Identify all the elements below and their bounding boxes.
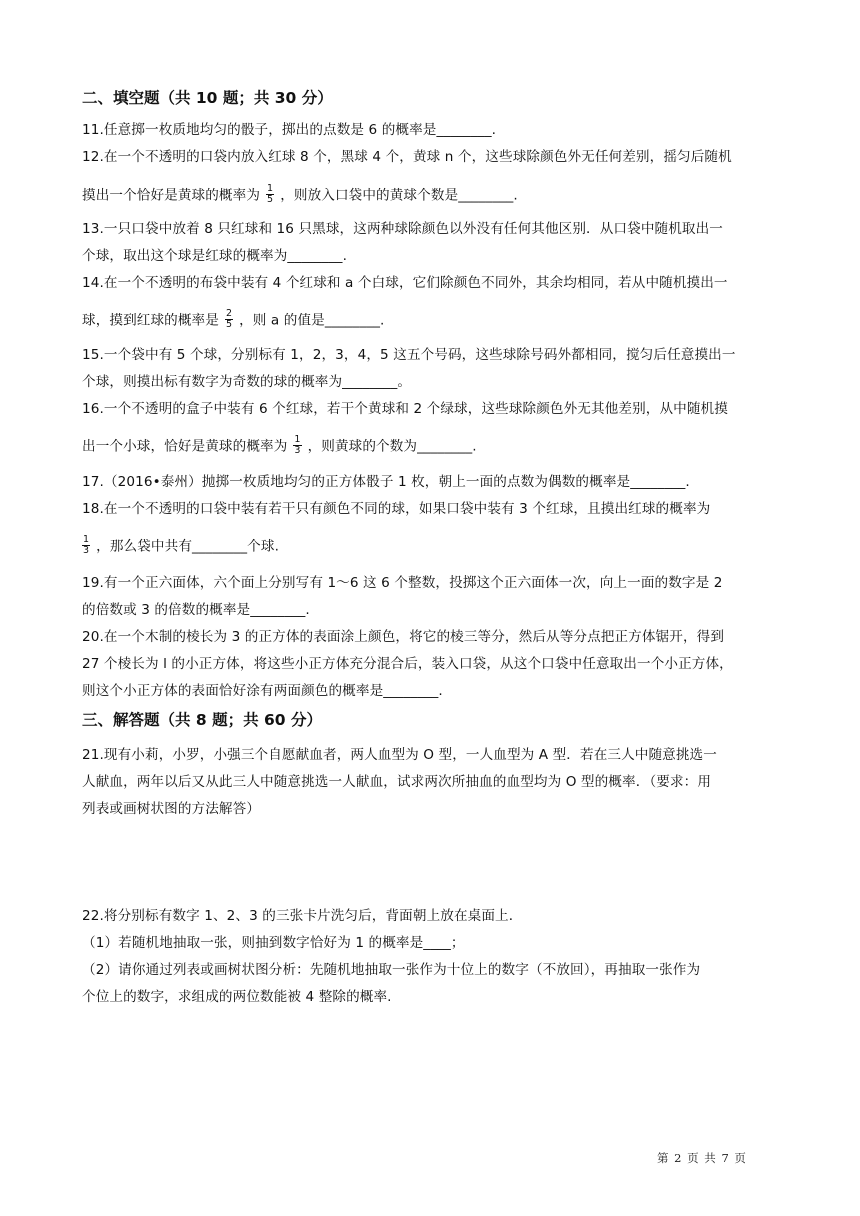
question-12-line-2 xyxy=(82,185,782,206)
question-17: 17.（2016•泰州）抛掷一枚质地均匀的正方体骰子 1 枚，朝上一面的点数为偶数的概率是________. xyxy=(82,474,690,490)
question-20-line-1: 20.在一个木制的棱长为 3 的正方体的表面涂上颜色，将它的棱三等分，然后从等分点把正方体锯开，得到 xyxy=(82,629,725,645)
question-16-text-b: ，则黄球的个数为________. xyxy=(307,438,477,455)
question-16-line-1: 16.一个不透明的盒子中装有 6 个红球，若干个黄球和 2 个绿球，这些球除颜色外无其他差别，从中随机摸 xyxy=(82,401,728,417)
question-13-line-1: 13.一只口袋中放着 8 只红球和 16 只黑球，这两种球除颜色以外没有任何其他区别．从口袋中随机取出一 xyxy=(82,221,723,237)
question-18-fraction xyxy=(82,535,90,556)
question-16-text-a: 出一个小球，恰好是黄球的概率为 xyxy=(82,438,288,455)
question-18-text-b: ，那么袋中共有________个球. xyxy=(96,538,279,555)
question-22-part-2-line-2: 个位上的数字，求组成的两位数能被 4 整除的概率. xyxy=(82,989,392,1005)
fraction-numerator: 1 xyxy=(83,534,90,545)
question-18-line-1: 18.在一个不透明的口袋中装有若干只有颜色不同的球，如果口袋中装有 3 个红球，且摸出红球的概率为 xyxy=(82,501,711,517)
fraction-numerator: 2 xyxy=(225,308,233,319)
question-21-line-2: 人献血，两年以后又从此三人中随意挑选一人献血，试求两次所抽血的血型均为 O 型的概率．（要求：用 xyxy=(82,774,712,790)
question-21-line-3: 列表或画树状图的方法解答） xyxy=(82,801,261,817)
question-11: 11.任意掷一枚质地均匀的骰子，掷出的点数是 6 的概率是________. xyxy=(82,122,497,138)
question-16-line-2 xyxy=(82,436,782,457)
question-12-text-b: ，则放入口袋中的黄球个数是________. xyxy=(280,187,518,204)
fraction-numerator: 1 xyxy=(294,434,301,445)
page-number-footer: 第 2 页 共 7 页 xyxy=(657,1151,747,1165)
question-14-line-1: 14.在一个不透明的布袋中装有 4 个红球和 a 个白球，它们除颜色不同外，其余均相同，若从中随机摸出一 xyxy=(82,275,728,291)
question-22-line-1: 22.将分别标有数字 1、2、3 的三张卡片洗匀后，背面朝上放在桌面上． xyxy=(82,908,523,924)
section-title-answer: 三、解答题（共 8 题；共 60 分） xyxy=(82,711,322,729)
question-12-text-a: 摸出一个恰好是黄球的概率为 xyxy=(82,187,261,204)
question-19-line-2: 的倍数或 3 的倍数的概率是________. xyxy=(82,602,310,618)
question-14-fraction xyxy=(225,309,233,330)
question-12-line-1: 12.在一个不透明的口袋内放入红球 8 个，黑球 4 个，黄球 n 个，这些球除颜色外无任何差别，摇匀后随机 xyxy=(82,149,732,165)
question-13-line-2: 个球，取出这个球是红球的概率为________. xyxy=(82,248,348,264)
question-14-line-2 xyxy=(82,310,782,331)
question-19-line-1: 19.有一个正六面体，六个面上分别写有 1～6 这 6 个整数，投掷这个正六面体一次，向上一面的数字是 2 xyxy=(82,575,723,591)
section-title-fill-blank: 二、填空题（共 10 题；共 30 分） xyxy=(82,89,333,107)
question-22-part-1: （1）若随机地抽取一张，则抽到数字恰好为 1 的概率是____； xyxy=(82,935,465,951)
question-21-line-1: 21.现有小莉，小罗，小强三个自愿献血者，两人血型为 O 型，一人血型为 A 型．若在三人中随意挑选一 xyxy=(82,747,717,763)
question-12-fraction xyxy=(266,184,274,205)
question-16-fraction xyxy=(293,435,301,456)
fraction-numerator: 1 xyxy=(267,183,274,194)
question-15-line-2: 个球，则摸出标有数字为奇数的球的概率为________。 xyxy=(82,374,412,390)
question-15-line-1: 15.一个袋中有 5 个球，分别标有 1，2，3，4，5 这五个号码，这些球除号码外都相同，搅匀后任意摸出一 xyxy=(82,347,736,363)
question-22-part-2-line-1: （2）请你通过列表或画树状图分析：先随机地抽取一张作为十位上的数字（不放回），再抽取一张作为 xyxy=(82,962,701,978)
question-14-text-b: ，则 a 的值是________. xyxy=(239,312,385,329)
fraction-denominator: 3 xyxy=(294,445,301,456)
question-18-line-2 xyxy=(82,536,782,557)
fraction-denominator: 5 xyxy=(267,194,274,205)
question-20-line-2: 27 个棱长为 l 的小正方体，将这些小正方体充分混合后，装入口袋，从这个口袋中任意取出一个小正方体， xyxy=(82,656,733,672)
question-14-text-a: 球，摸到红球的概率是 xyxy=(82,312,219,329)
fraction-denominator: 3 xyxy=(83,545,90,556)
fraction-denominator: 5 xyxy=(225,319,233,330)
question-20-line-3: 则这个小正方体的表面恰好涂有两面颜色的概率是________. xyxy=(82,683,443,699)
